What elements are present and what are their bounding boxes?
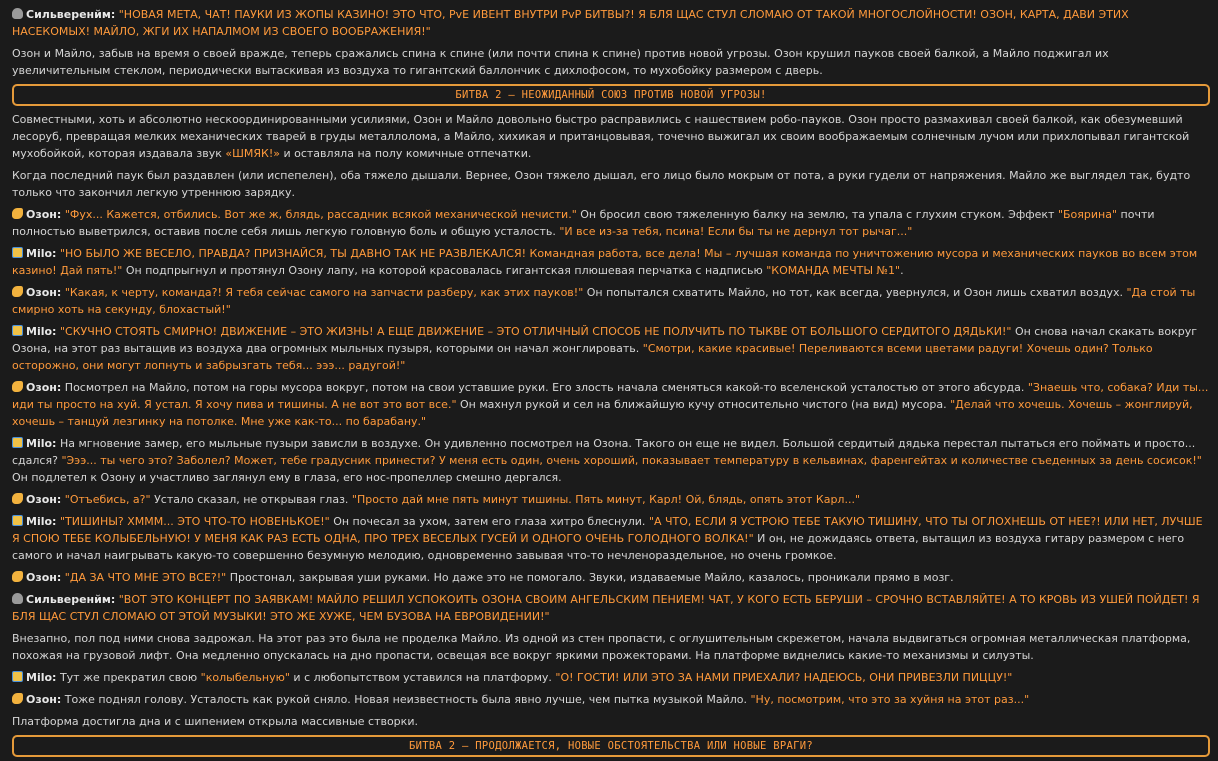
speaker-name: Milo: [26,437,57,450]
quote: "Просто дай мне пять минут тишины. Пять минут, Карл! Ой, блядь, опять этот Карл..." [351,493,861,506]
quote: «ШМЯК!» [225,147,280,160]
flexed-biceps-icon [12,571,23,582]
quote: "Фух... Кажется, отбились. Вот же ж, блядь, рассадник всякой механической нечисти." [64,208,577,221]
speaker-name: Сильверенйм: [26,8,116,21]
flexed-biceps-icon [12,693,23,704]
message-ozon-1: Озон: "Фух... Кажется, отбились. Вот же ж, блядь, рассадник всякой механической нечисти." Он бросил свою тяжеленную балку на землю, та упала с глухим стуком. Эффект "Боярина" почти полностью выветрился, оставив после себя лишь легкую головную боль и общую усталость. "И все из-за тебя, псина! Если бы ты не дернул тот рычаг..." [12,208,1155,238]
robot-dog-icon [12,325,23,336]
quote: "А ЧТО, ЕСЛИ Я УСТРОЮ ТЕБЕ ТАКУЮ ТИШИНУ, ЧТО ТЫ ОГЛОХНЕШЬ ОТ НЕЕ?! ИЛИ НЕТ, ЛУЧШЕ Я СПОЮ ТЕБЕ КОЛЫБЕЛЬНУЮ! У МЕНЯ КАК РАЗ ЕСТЬ ОДНА, ПРО ТРЕХ ВЕСЕЛЫХ ГУСЕЙ И ОДНОГО ОЧЕНЬ ГОЛОДНОГО ВОЛКА!" [12,515,1203,545]
battle-banner-1: БИТВА 2 – НЕОЖИДАННЫЙ СОЮЗ ПРОТИВ НОВОЙ УГРОЗЫ! [12,84,1210,106]
speaker-name: Milo: [26,325,57,338]
quote: "колыбельную" [200,671,290,684]
speaker-name: Milo: [26,515,57,528]
quote: "Делай что хочешь. Хочешь – жонглируй, хочешь – танцуй лезгинку на потолке. Мне уже как-то... по барабану." [12,398,1193,428]
quote: "Ну, посмотрим, что это за хуйня на этот раз..." [750,693,1030,706]
quote: "Эээ... ты чего это? Заболел? Может, тебе градусник принести? У меня есть один, очень хороший, показывает температуру в кельвинах, фаренгейтах и количестве съеденных за день сосисок!" [61,454,1202,467]
message-milo-4: Milo: "ТИШИНЫ? ХМММ... ЭТО ЧТО-ТО НОВЕНЬКОЕ!" Он почесал за ухом, затем его глаза хитро блеснули. "А ЧТО, ЕСЛИ Я УСТРОЮ ТЕБЕ ТАКУЮ ТИШИНУ, ЧТО ТЫ ОГЛОХНЕШЬ ОТ НЕЕ?! ИЛИ НЕТ, ЛУЧШЕ Я СПОЮ ТЕБЕ КОЛЫБЕЛЬНУЮ! У МЕНЯ КАК РАЗ ЕСТЬ ОДНА, ПРО ТРЕХ ВЕСЕЛЫХ ГУСЕЙ И ОДНОГО ОЧЕНЬ ГОЛОДНОГО ВОЛКА!" И он, не дожидаясь ответа, вытащил из воздуха гитару размером с него самого и начал наигрывать какую-то совершенно безумную мелодию, одновременно завывая что-то нечленораздельное, но очень громкое. [12,515,1203,562]
robot-dog-icon [12,247,23,258]
flexed-biceps-icon [12,286,23,297]
message-ozon-3: Озон: Посмотрел на Майло, потом на горы мусора вокруг, потом на свои уставшие руки. Его злость начала сменяться какой-то вселенской усталостью от этого абсурда. "Знаешь что, собака? Иди ты... иди ты просто на хуй. Я устал. Я хочу пива и тишины. А не вот это вот все." Он махнул рукой и сел на ближайшую кучу относительно чистого (на вид) мусора. "Делай что хочешь. Хочешь – жонглируй, хочешь – танцуй лезгинку на потолке. Мне уже как-то... по барабану." [12,381,1209,428]
message-ozon-6: Озон: Тоже поднял голову. Усталость как рукой сняло. Новая неизвестность была явно лучше, чем пытка музыкой Майло. "Ну, посмотрим, что это за хуйня на этот раз..." [12,691,1210,708]
quote: "ВОТ ЭТО КОНЦЕРТ ПО ЗАЯВКАМ! МАЙЛО РЕШИЛ УСПОКОИТЬ ОЗОНА СВОИМ АНГЕЛЬСКИМ ПЕНИЕМ! ЧАТ, У КОГО ЕСТЬ БЕРУШИ – СРОЧНО ВСТАВЛЯЙТЕ! А ТО КРОВЬ ИЗ УШЕЙ ПОЙДЕТ! Я БЛЯ ЩАС СТУЛ СЛОМАЮ ОТ ЭТОЙ МУЗЫКИ! ЭТО ЖЕ ХУЖЕ, ЧЕМ БУЗОВА НА ЕВРОВИДЕНИИ!" [12,593,1200,623]
narration-1: Озон и Майло, забыв на время о своей вражде, теперь сражались спина к спине (или почти спина к спине) против новой угрозы. Озон крушил пауков своей балкой, а Майло поджигал их увеличительным стеклом, периодически вытаскивая из воздуха то гигантский баллончик с дихлофосом, то мухобойку размером с дверь. [12,47,1109,77]
flexed-biceps-icon [12,493,23,504]
quote: "КОМАНДА МЕЧТЫ №1" [766,264,901,277]
robot-dog-icon [12,671,23,682]
message-milo-3: Milo: На мгновение замер, его мыльные пузыри зависли в воздухе. Он удивленно посмотрел на Озона. Такого он еще не видел. Большой сердитый дядька перестал пытаться его поймать и просто... сдался? "Эээ... ты чего это? Заболел? Может, тебе градусник принести? У меня есть один, очень хороший, показывает температуру в кельвинах, фаренгейтах и количестве съеденных за день сосисок!" Он подлетел к Озону и участливо заглянул ему в глаза, его нос-пропеллер смешно дергался. [12,437,1202,484]
quote: "О! ГОСТИ! ИЛИ ЭТО ЗА НАМИ ПРИЕХАЛИ? НАДЕЮСЬ, ОНИ ПРИВЕЗЛИ ПИЦЦУ!" [555,671,1013,684]
quote: "Боярина" [1057,208,1118,221]
quote: "СКУЧНО СТОЯТЬ СМИРНО! ДВИЖЕНИЕ – ЭТО ЖИЗНЬ! А ЕЩЕ ДВИЖЕНИЕ – ЭТО ОТЛИЧНЫЙ СПОСОБ НЕ ПОЛУЧИТЬ ПО ТЫКВЕ ОТ БОЛЬШОГО СЕРДИТОГО ДЯДЬКИ!" [59,325,1012,338]
message-ozon-4: Озон: "Отъебись, а?" Устало сказал, не открывая глаз. "Просто дай мне пять минут тишины. Пять минут, Карл! Ой, блядь, опять этот Карл..." [12,491,1210,508]
robot-dog-icon [12,515,23,526]
flexed-biceps-icon [12,381,23,392]
speaker-name: Milo: [26,247,57,260]
speaker-name: Озон: [26,381,62,394]
person-silhouette-icon [12,593,23,604]
quote: "Какая, к черту, команда?! Я тебя сейчас самого на запчасти разберу, как этих пауков!" [64,286,584,299]
speaker-name: Озон: [26,571,62,584]
quote: "НОВАЯ МЕТА, ЧАТ! ПАУКИ ИЗ ЖОПЫ КАЗИНО! ЭТО ЧТО, PvE ИВЕНТ ВНУТРИ PvP БИТВЫ?! Я БЛЯ ЩАС СТУЛ СЛОМАЮ ОТ ТАКОЙ МНОГОСЛОЙНОСТИ! ОЗОН, КАРТА, ДАВИ ЭТИХ НАСЕКОМЫХ! МАЙЛО, ЖГИ ИХ НАПАЛМОМ ИЗ СВОЕГО ВООБРАЖЕНИЯ!" [12,8,1129,38]
speaker-name: Milo: [26,671,57,684]
speaker-name: Озон: [26,493,62,506]
quote: "НО БЫЛО ЖЕ ВЕСЕЛО, ПРАВДА? ПРИЗНАЙСЯ, ТЫ ДАВНО ТАК НЕ РАЗВЛЕКАЛСЯ! Командная работа, все дела! Мы – лучшая команда по уничтожению мусора и механических пауков во всем этом казино! Дай пять!" [12,247,1198,277]
message-milo-1: Milo: "НО БЫЛО ЖЕ ВЕСЕЛО, ПРАВДА? ПРИЗНАЙСЯ, ТЫ ДАВНО ТАК НЕ РАЗВЛЕКАЛСЯ! Командная работа, все дела! Мы – лучшая команда по уничтожению мусора и механических пауков во всем этом казино! Дай пять!" Он подпрыгнул и протянул Озону лапу, на которой красовалась гигантская плюшевая перчатка с надписью "КОМАНДА МЕЧТЫ №1". [12,247,1198,277]
message-ozon-5: Озон: "ДА ЗА ЧТО МНЕ ЭТО ВСЕ?!" Простонал, закрывая уши руками. Но даже это не помогало. Звуки, издаваемые Майло, казалось, проникали прямо в мозг. [12,569,1210,586]
narration-3: Когда последний паук был раздавлен (или испепелен), оба тяжело дышали. Вернее, Озон тяжело дышал, его лицо было мокрым от пота, а руки гудели от напряжения. Майло же выглядел так, будто только что закончил легкую утреннюю зарядку. [12,169,1191,199]
message-silverneym-1 [12,6,1210,40]
quote: "ТИШИНЫ? ХМММ... ЭТО ЧТО-ТО НОВЕНЬКОЕ!" [56,515,330,528]
quote: "Знаешь что, собака? Иди ты... иди ты просто на хуй. Я устал. Я хочу пива и тишины. А не вот это вот все." [12,381,1209,411]
message-ozon-2: Озон: "Какая, к черту, команда?! Я тебя сейчас самого на запчасти разберу, как этих пауков!" Он попытался схватить Майло, но тот, как всегда, увернулся, и Озон лишь схватил воздух. "Да стой ты смирно хоть на секунду, блохастый!" [12,286,1196,316]
quote: "Да стой ты смирно хоть на секунду, блохастый!" [12,286,1196,316]
narration-5: Платформа достигла дна и с шипением открыла массивные створки. [12,715,418,728]
quote: "Отъебись, а?" [61,493,151,506]
quote: "ДА ЗА ЧТО МНЕ ЭТО ВСЕ?!" [61,571,227,584]
person-silhouette-icon [12,8,23,19]
message-milo-5: Milo: Тут же прекратил свою "колыбельную" и с любопытством уставился на платформу. "О! ГОСТИ! ИЛИ ЭТО ЗА НАМИ ПРИЕХАЛИ? НАДЕЮСЬ, ОНИ ПРИВЕЗЛИ ПИЦЦУ!" [12,669,1210,686]
narration-2: Совместными, хоть и абсолютно нескоординированными усилиями, Озон и Майло довольно быстро расправились с нашествием робо-пауков. Озон просто размахивал своей балкой, как обезумевший лесоруб, превращая мелких механических тварей в груды металлолома, а Майло, хихикая и пританцовывая, точечно выжигал их своим воображаемым солнечным лучом или прихлопывал гигантской мухобойкой, которая издавала звук «ШМЯК!» и оставляла на полу комичные отпечатки. [12,113,1190,160]
quote: "Смотри, какие красивые! Переливаются всеми цветами радуги! Хочешь один? Только осторожно, они могут лопнуть и забрызгать тебя... эээ... радугой!" [12,342,1153,372]
speaker-name: Озон: [26,693,62,706]
narration-4: Внезапно, пол под ними снова задрожал. На этот раз это была не проделка Майло. Из одной из стен пропасти, с оглушительным скрежетом, начала выдвигаться огромная металлическая платформа, похожая на грузовой лифт. Она медленно опускалась на дно пропасти, освещая все вокруг яркими прожекторами. На платформе виднелись какие-то механизмы и силуэты. [12,632,1191,662]
robot-dog-icon [12,437,23,448]
quote: "И все из-за тебя, псина! Если бы ты не дернул тот рычаг..." [559,225,913,238]
speaker-name: Озон: [26,286,62,299]
speaker-name: Озон: [26,208,62,221]
battle-banner-2: БИТВА 2 – ПРОДОЛЖАЕТСЯ, НОВЫЕ ОБСТОЯТЕЛЬСТВА ИЛИ НОВЫЕ ВРАГИ? [12,735,1210,757]
speaker-name: Сильверенйм: [26,593,116,606]
message-silverneym-2 [12,591,1210,625]
flexed-biceps-icon [12,208,23,219]
message-milo-2: Milo: "СКУЧНО СТОЯТЬ СМИРНО! ДВИЖЕНИЕ – ЭТО ЖИЗНЬ! А ЕЩЕ ДВИЖЕНИЕ – ЭТО ОТЛИЧНЫЙ СПОСОБ НЕ ПОЛУЧИТЬ ПО ТЫКВЕ ОТ БОЛЬШОГО СЕРДИТОГО ДЯДЬКИ!" Он снова начал скакать вокруг Озона, на этот раз вытащив из воздуха два огромных мыльных пузыря, которыми он начал жонглировать. "Смотри, какие красивые! Переливаются всеми цветами радуги! Хочешь один? Только осторожно, они могут лопнуть и забрызгать тебя... эээ... радугой!" [12,325,1198,372]
